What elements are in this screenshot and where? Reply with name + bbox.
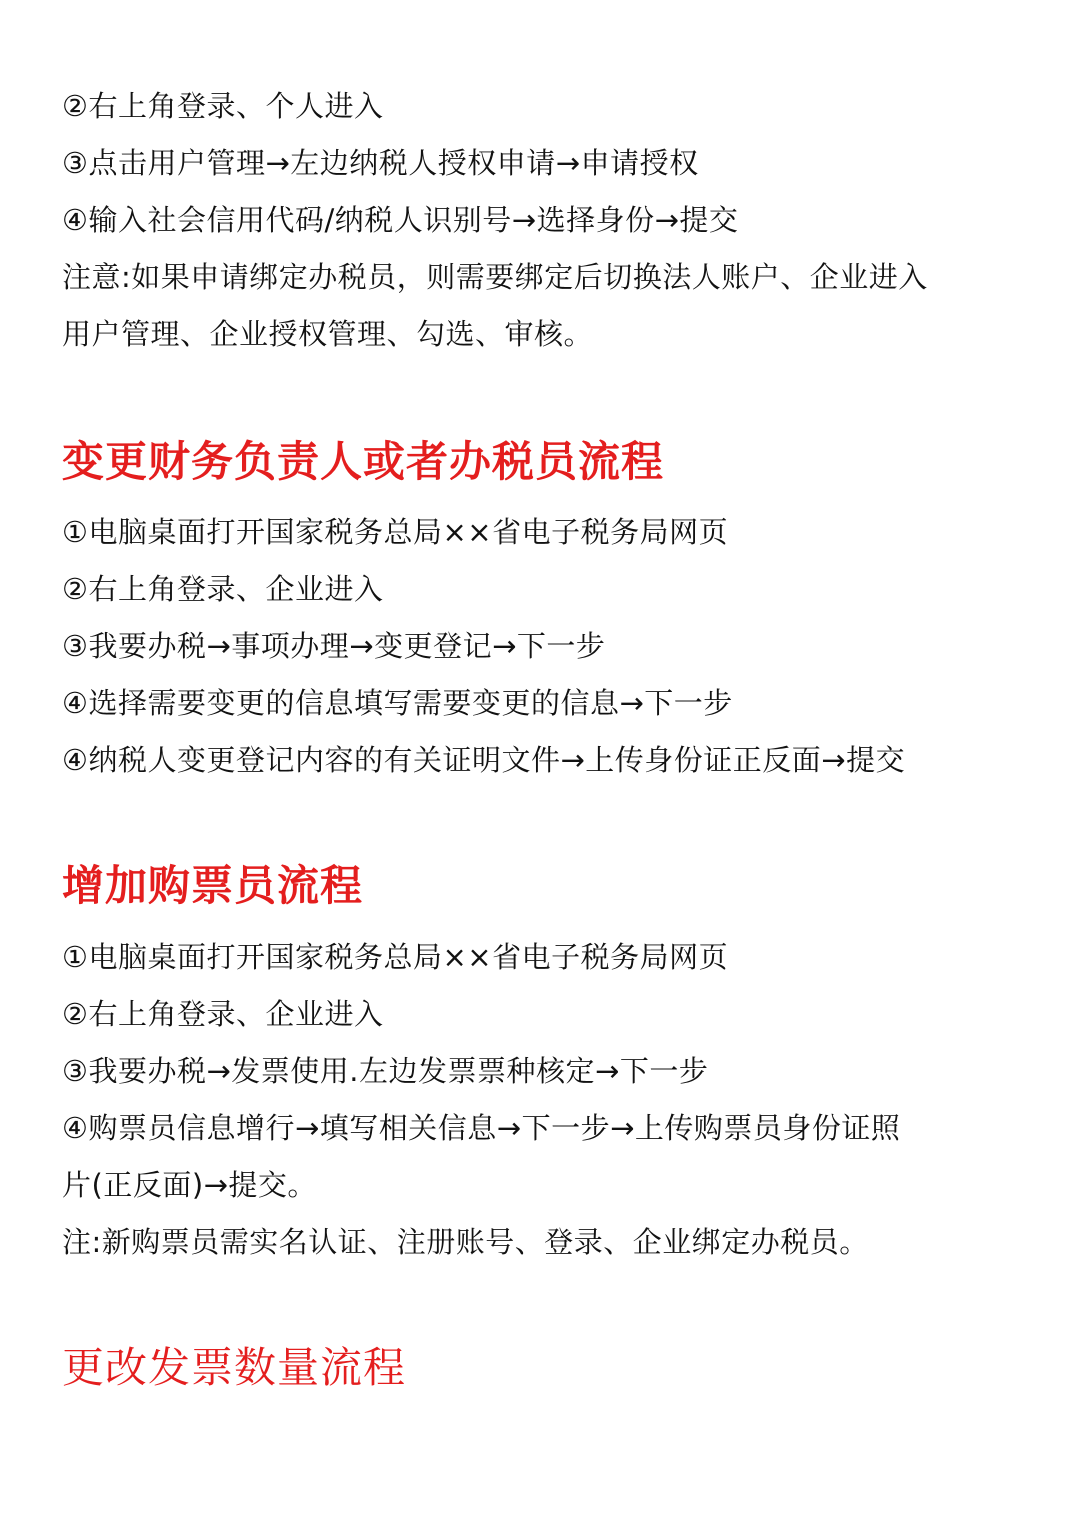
step-4-select-info: ④选择需要变更的信息填写需要变更的信息→下一步 <box>62 686 733 720</box>
note-line-1: 注意:如果申请绑定办税员，则需要绑定后切换法人账户、企业进入 <box>62 260 928 294</box>
step-2-login-enterprise: ②右上角登录、企业进入 <box>62 997 384 1031</box>
step-2-login-enterprise: ②右上角登录、企业进入 <box>62 572 384 606</box>
step-4-continued: 片(正反面)→提交。 <box>62 1168 317 1202</box>
step-4-add-purchaser-info: ④购票员信息增行→填写相关信息→下一步→上传购票员身份证照 <box>62 1111 901 1145</box>
step-3-user-management: ③点击用户管理→左边纳税人授权申请→申请授权 <box>62 146 699 180</box>
section-title-add-purchaser: 增加购票员流程 <box>62 861 364 910</box>
note-line-2: 用户管理、企业授权管理、勾选、审核。 <box>62 317 594 351</box>
step-2-login-personal: ②右上角登录、个人进入 <box>62 89 384 123</box>
step-3-invoice-type-approval: ③我要办税→发票使用.左边发票票种核定→下一步 <box>62 1054 709 1088</box>
step-1-open-website: ①电脑桌面打开国家税务总局××省电子税务局网页 <box>62 940 729 974</box>
step-4-upload-documents: ④纳税人变更登记内容的有关证明文件→上传身份证正反面→提交 <box>62 743 906 777</box>
step-1-open-website: ①电脑桌面打开国家税务总局××省电子税务局网页 <box>62 515 729 549</box>
step-3-change-registration: ③我要办税→事项办理→变更登记→下一步 <box>62 629 606 663</box>
step-4-enter-credit-code: ④输入社会信用代码/纳税人识别号→选择身份→提交 <box>62 203 739 237</box>
section-title-change-invoice-quantity: 更改发票数量流程 <box>62 1343 407 1392</box>
purchaser-note: 注:新购票员需实名认证、注册账号、登录、企业绑定办税员。 <box>62 1225 869 1259</box>
section-title-change-finance: 变更财务负责人或者办税员流程 <box>62 437 665 486</box>
